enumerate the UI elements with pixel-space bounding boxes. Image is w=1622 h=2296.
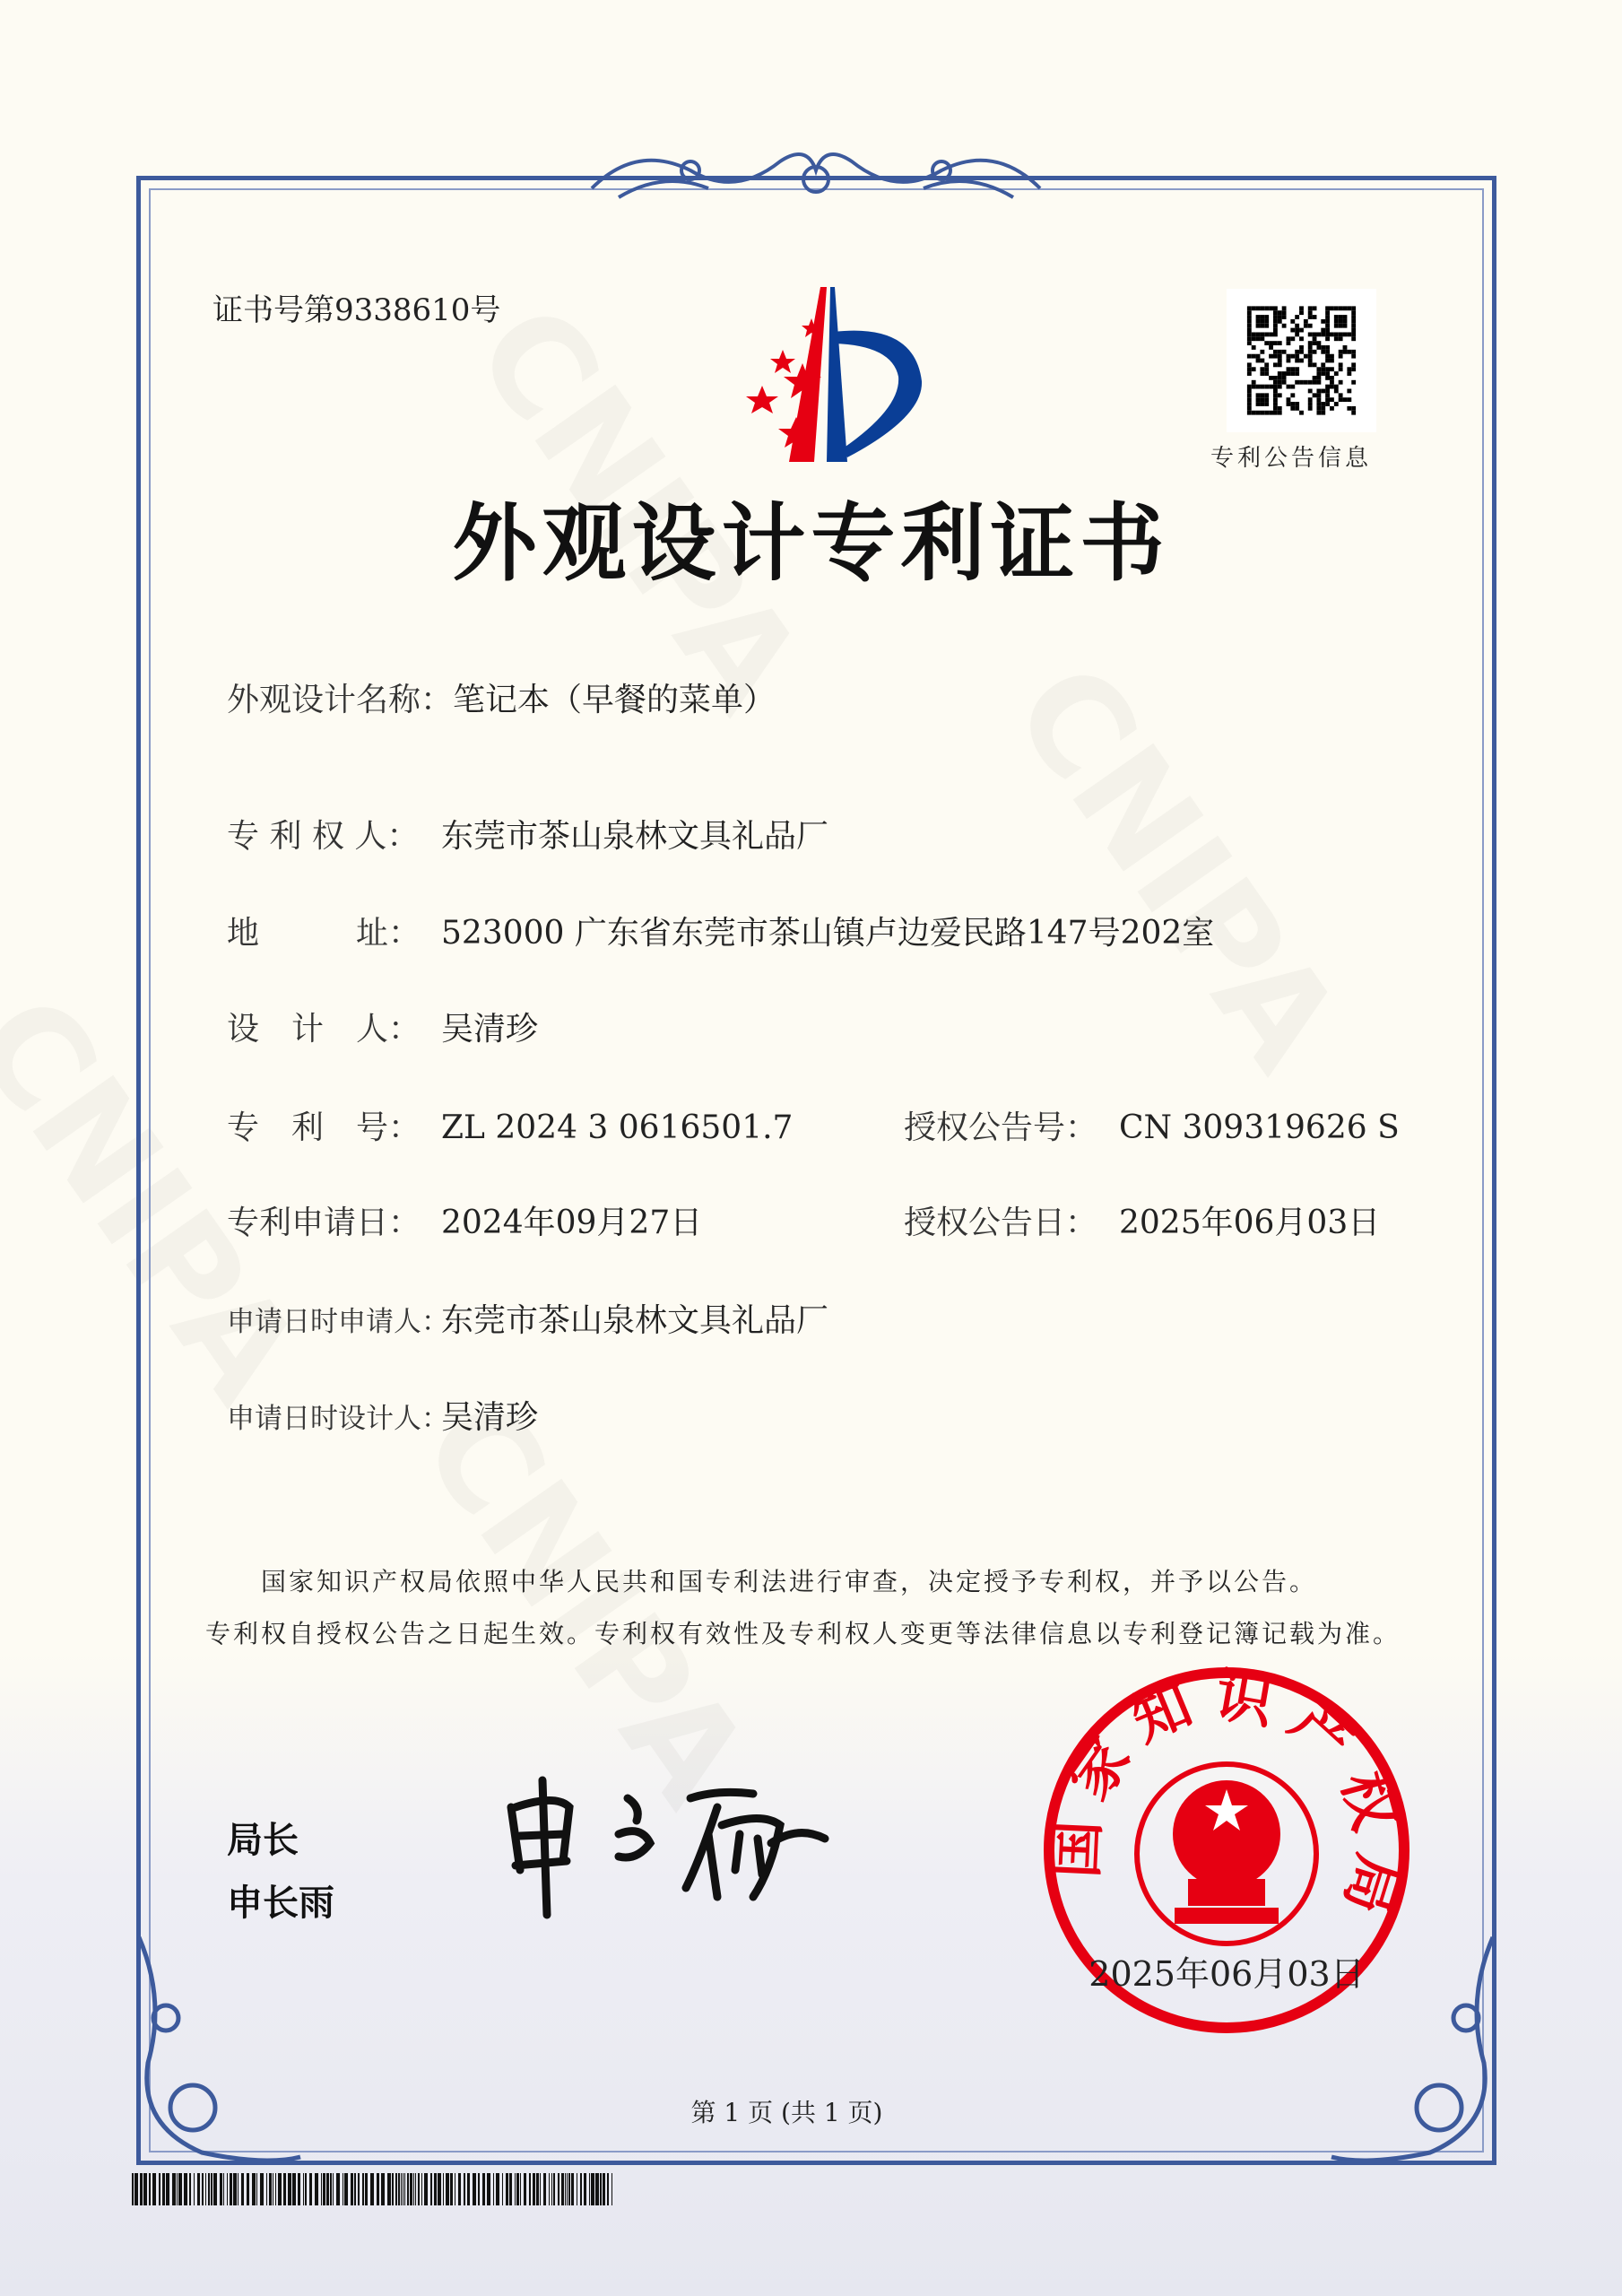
field-design-name bbox=[227, 674, 776, 720]
field-patent-number bbox=[227, 1102, 793, 1148]
field-grant-pub-date bbox=[904, 1197, 1380, 1243]
barcode bbox=[132, 2173, 612, 2205]
field-grant-pub-number bbox=[904, 1102, 1400, 1148]
qr-label: 专利公告信息 bbox=[1210, 445, 1373, 472]
field-label: 外观设计名称： bbox=[227, 682, 454, 718]
seal-date: 2025年06月03日 bbox=[1089, 1954, 1365, 1994]
field-label: 申请日时设计人： bbox=[227, 1403, 449, 1435]
qr-code[interactable] bbox=[1227, 289, 1376, 432]
field-value: 2025年06月03日 bbox=[1119, 1205, 1381, 1241]
field-value: 东莞市茶山泉林文具礼品厂 bbox=[441, 818, 829, 855]
field-filing-date bbox=[227, 1197, 702, 1243]
corner-ornament-left bbox=[130, 1928, 309, 2170]
director-title: 局长 bbox=[227, 1820, 299, 1861]
cnipa-logo bbox=[699, 283, 932, 471]
field-label: 设 计 人： bbox=[227, 1011, 421, 1048]
director-name: 申长雨 bbox=[227, 1883, 334, 1924]
field-label: 地 址： bbox=[227, 915, 421, 952]
field-label: 专 利 权 人： bbox=[227, 818, 420, 855]
field-patentee bbox=[227, 811, 828, 857]
field-designer-at-filing bbox=[227, 1392, 538, 1438]
page-title: 外观设计专利证书 bbox=[452, 494, 1170, 593]
field-address bbox=[227, 908, 1214, 953]
field-label: 授权公告日： bbox=[904, 1205, 1098, 1241]
field-applicant-at-filing bbox=[227, 1295, 828, 1341]
statement-line: 国家知识产权局依照中华人民共和国专利法进行审查，决定授予专利权，并予以公告。 bbox=[261, 1567, 1318, 1596]
statement-line: 专利权自授权公告之日起生效。专利权有效性及专利权人变更等法律信息以专利登记簿记载为准。 bbox=[205, 1619, 1401, 1648]
field-value: ZL 2024 3 0616501.7 bbox=[441, 1109, 794, 1146]
field-value: 笔记本（早餐的菜单） bbox=[453, 682, 776, 718]
corner-ornament-right bbox=[1323, 1928, 1502, 2170]
field-value: 523000 广东省东莞市茶山镇卢边爱民路147号202室 bbox=[441, 915, 1215, 952]
field-label: 申请日时申请人： bbox=[227, 1306, 449, 1338]
page-indicator: 第 1 页 (共 1 页) bbox=[690, 2098, 883, 2127]
seal-text: 国家知识产权局 bbox=[1043, 1664, 1412, 1937]
director-signature bbox=[493, 1771, 843, 1928]
field-value: 2024年09月27日 bbox=[441, 1205, 703, 1241]
field-designer bbox=[227, 1004, 538, 1049]
field-value: 东莞市茶山泉林文具礼品厂 bbox=[441, 1302, 829, 1339]
field-label: 专利申请日： bbox=[227, 1205, 421, 1241]
field-value: 吴清珍 bbox=[441, 1399, 539, 1436]
top-ornament bbox=[583, 135, 1049, 215]
field-label: 授权公告号： bbox=[904, 1109, 1098, 1146]
certificate-number: 证书号第9338610号 bbox=[213, 292, 501, 328]
field-label: 专 利 号： bbox=[227, 1109, 421, 1146]
field-value: CN 309319626 S bbox=[1119, 1109, 1400, 1146]
field-value: 吴清珍 bbox=[441, 1011, 539, 1048]
